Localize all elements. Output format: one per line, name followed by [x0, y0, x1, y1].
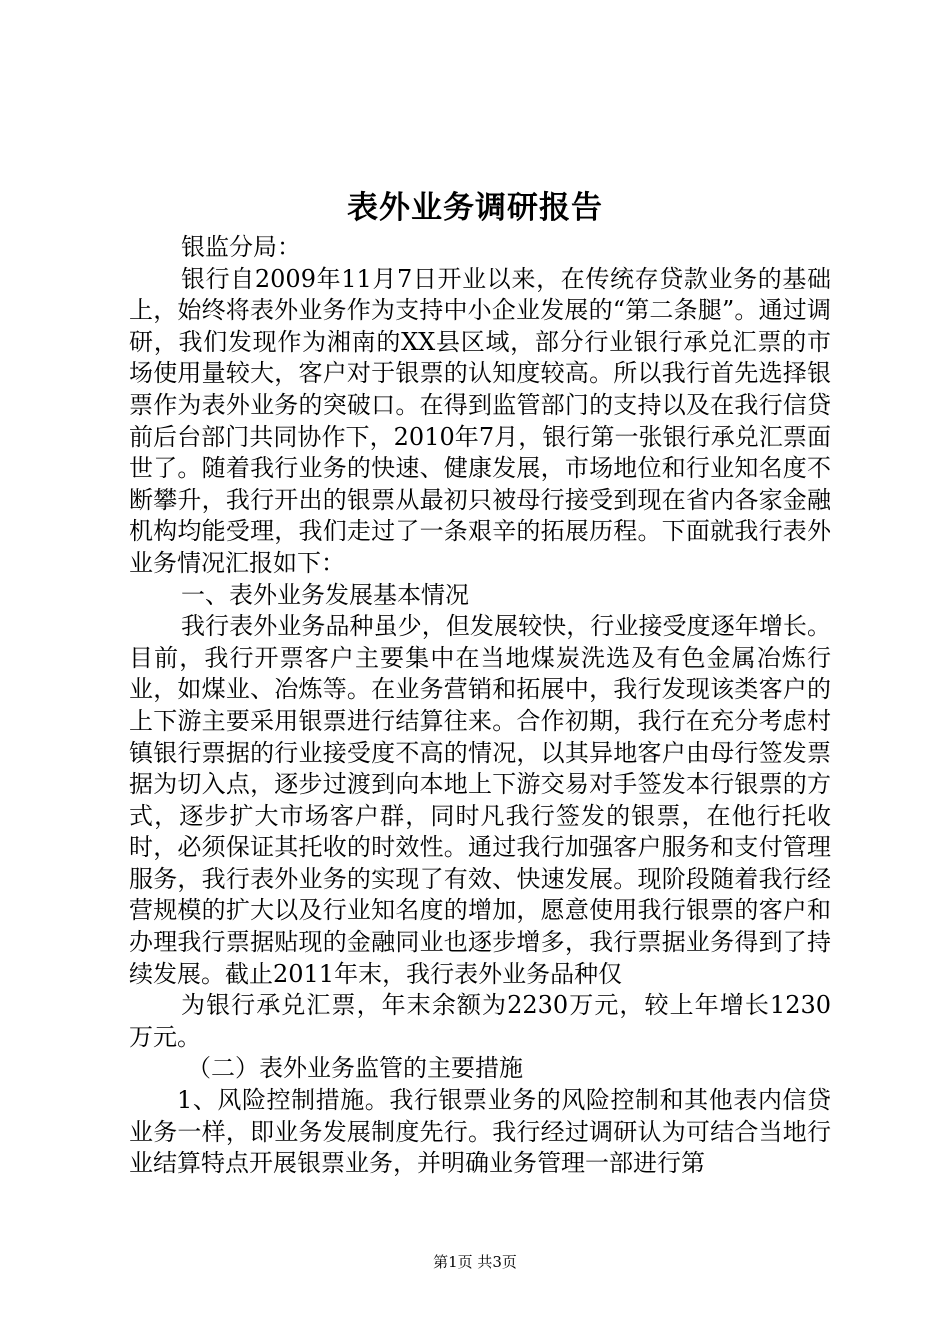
intro-paragraph: 银行自2009年11月7日开业以来，在传统存贷款业务的基础上，始终将表外业务作为支持中小企业发展的“第二条腿”。通过调研，我们发现作为湘南的XX县区域，部分行业银行承兑汇票的市场使用量较大，客户对于银票的认知度较高。所以我行首先选择银票作为表外业务的突破口。在得到监管部门的支持以及在我行信贷前后台部门共同协作下，2010年7月，银行第一张银行承兑汇票面世了。随着我行业务的快速、健康发展，市场地位和行业知名度不断攀升，我行开出的银票从最初只被母行接受到现在省内各家金融机构均能受理，我们走过了一条艰辛的拓展历程。下面就我行表外业务情况汇报如下： — [129, 264, 831, 577]
page-number-footer: 第1页 共3页 — [433, 1253, 517, 1271]
risk-control-paragraph: 1、风险控制措施。我行银票业务的风险控制和其他表内信贷业务一样，即业务发展制度先行。我行经过调研认为可结合当地行业结算特点开展银票业务，并明确业务管理一部进行第 — [129, 1086, 831, 1178]
development-paragraph: 我行表外业务品种虽少，但发展较快，行业接受度逐年增长。目前，我行开票客户主要集中在当地煤炭洗选及有色金属冶炼行业，如煤业、冶炼等。在业务营销和拓展中，我行发现该类客户的上下游主要采用银票进行结算往来。合作初期，我行在充分考虑村镇银行票据的行业接受度不高的情况，以其异地客户由母行签发票据为切入点，逐步过渡到向本地上下游交易对手签发本行银票的方式，逐步扩大市场客户群，同时凡我行签发的银票，在他行托收时，必须保证其托收的时效性。通过我行加强客户服务和支付管理服务，我行表外业务的实现了有效、快速发展。现阶段随着我行经营规模的扩大以及行业知名度的增加，愿意使用我行银票的客户和办理我行票据贴现的金融同业也逐步增多，我行票据业务得到了持续发展。截止2011年末，我行表外业务品种仅 — [129, 612, 831, 988]
document-title: 表外业务调研报告 — [347, 190, 603, 226]
section-heading-1: 一、表外业务发展基本情况 — [181, 580, 469, 609]
document-body — [129, 232, 831, 1180]
section-heading-2: （二）表外业务监管的主要措施 — [187, 1054, 523, 1083]
balance-paragraph: 为银行承兑汇票，年末余额为2230万元，较上年增长1230万元。 — [129, 991, 831, 1051]
salutation-paragraph: 银监分局： — [181, 233, 301, 261]
